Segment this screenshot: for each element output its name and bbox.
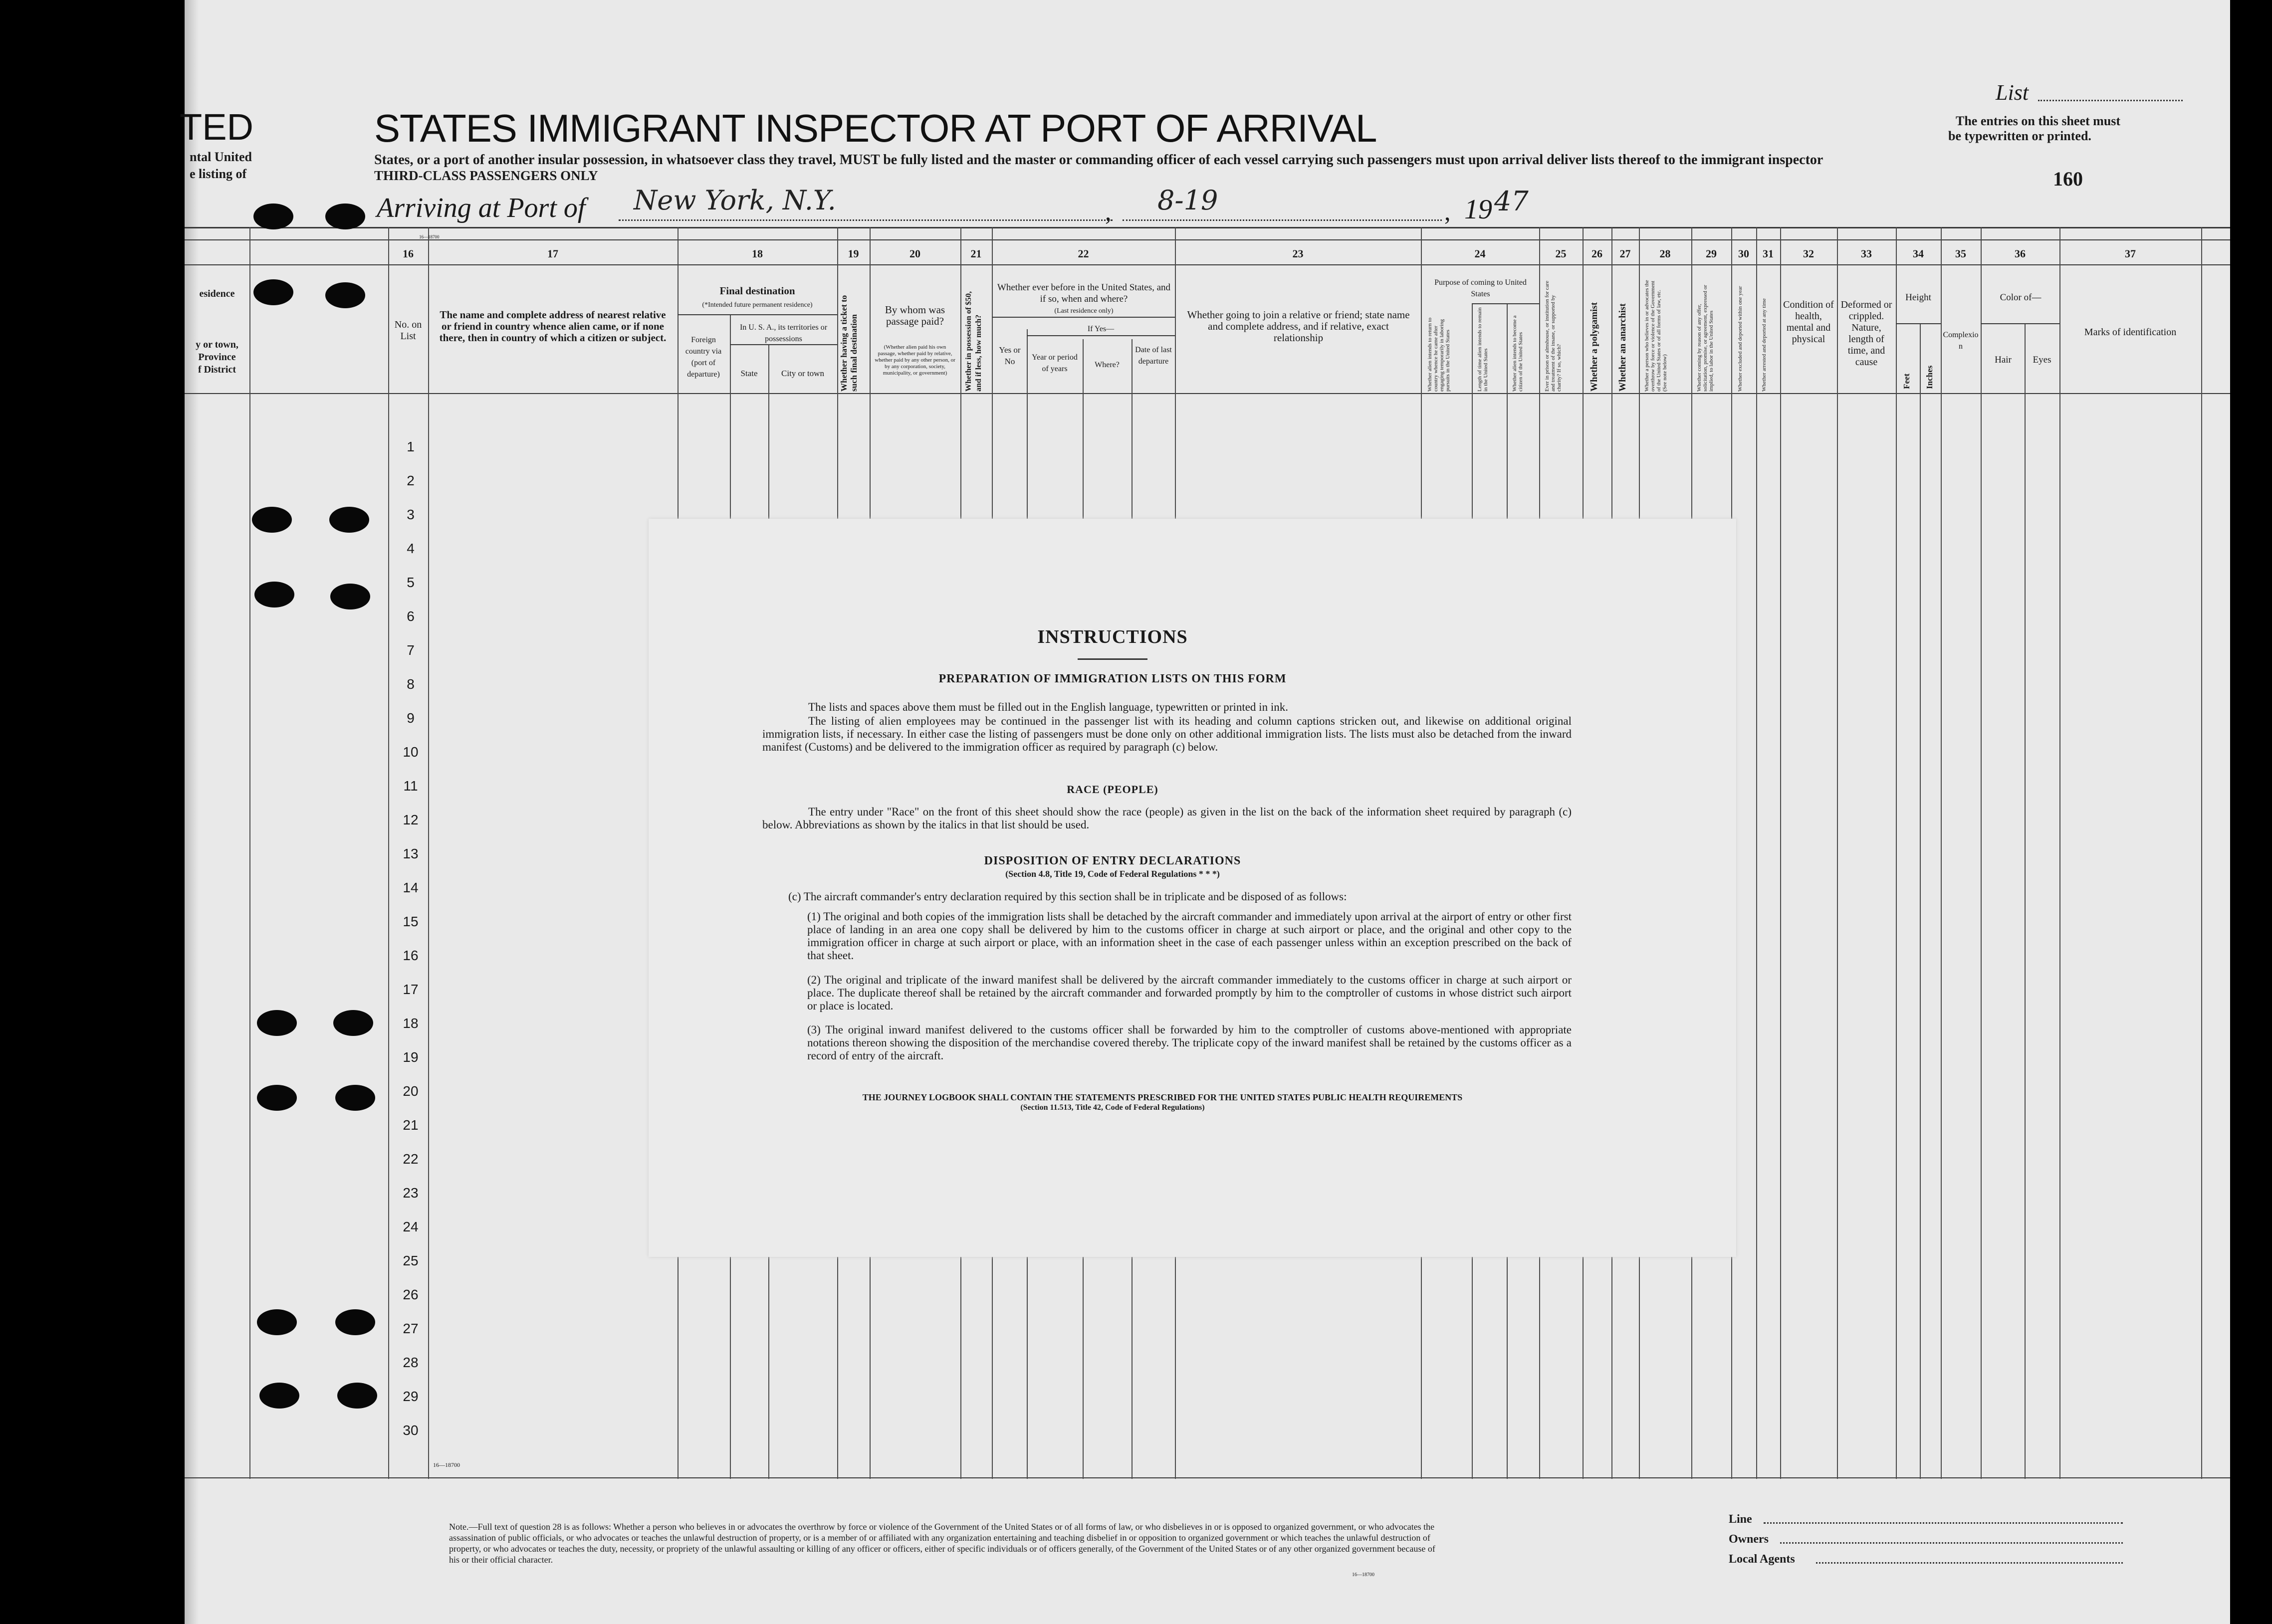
row-number: 10 <box>403 744 419 760</box>
c31-header: Whether arrested and deported at any time <box>1761 298 1767 392</box>
instructions-heading-4-sub: (Section 11.513, Title 42, Code of Federal Regulations) <box>1020 1103 1205 1112</box>
colnum-16: 16 <box>403 247 414 260</box>
row-number: 17 <box>403 982 419 997</box>
table-bottom-rule <box>185 1477 2230 1478</box>
c29-header: Whether coming by reason of any offer, solicitation, promise, or agreement, expressed or implied, to labor in the United States <box>1696 285 1714 392</box>
port-line <box>619 219 1113 221</box>
c24-b: Length of time alien intends to remain in the United States <box>1477 307 1489 392</box>
c18-city: City or town <box>781 369 824 378</box>
punch-hole <box>257 1010 297 1036</box>
c18-rule <box>678 314 837 315</box>
punch-hole <box>335 1085 375 1111</box>
header-bottom-rule <box>185 393 2230 394</box>
row-number: 5 <box>407 575 415 590</box>
colnum-21: 21 <box>970 247 982 260</box>
c18-state: State <box>740 369 758 378</box>
colnum-34: 34 <box>1913 247 1924 260</box>
colnum-17: 17 <box>547 247 558 260</box>
colnum-25: 25 <box>1555 247 1567 260</box>
c25-header: Ever in prison or almshouse, or institution for care and treatment of the insane, or supported by charity? If so, which? <box>1544 280 1562 392</box>
col-divider <box>1780 227 1781 1479</box>
row-number: 27 <box>403 1321 419 1336</box>
comma-2: , <box>1444 198 1451 225</box>
instructions-p6: (2) The original and triplicate of the inward manifest shall be delivered by the aircraft commander immediately to the customs officer in charge at such airport or place. The duplicate thereof shall be retained by the aircraft commander and forwarded promptly by him to the comptroller of customs in whose district such airport or place is located. <box>807 974 1572 1012</box>
instructions-heading-4: THE JOURNEY LOGBOOK SHALL CONTAIN THE STATEMENTS PRESCRIBED FOR THE UNITED STATES PUBLIC HEALTH REQUIREMENTS <box>862 1092 1463 1102</box>
row-number: 19 <box>403 1049 419 1065</box>
c24-a: Whether alien intends to return to country whence he came after engaging temporarily in laboring pursuits in the United States <box>1427 317 1451 392</box>
colnum-28: 28 <box>1659 247 1671 260</box>
page-number: 160 <box>2053 168 2083 190</box>
table-top-rule <box>185 227 2230 228</box>
punch-hole <box>337 1383 377 1409</box>
date-line <box>1123 219 1442 221</box>
form-code-bottom: 16—18700 <box>433 1461 460 1468</box>
c36-rule <box>1981 323 2059 324</box>
table-rule-2 <box>185 239 2230 240</box>
owners-label: Owners <box>1729 1533 1769 1546</box>
colnum-24: 24 <box>1474 247 1486 260</box>
c36-title: Color of— <box>2000 292 2042 303</box>
colnum-30: 30 <box>1738 247 1749 260</box>
row-number: 2 <box>407 473 415 488</box>
colnum-23: 23 <box>1292 247 1304 260</box>
punch-hole <box>257 1309 297 1335</box>
col-divider <box>249 227 250 1479</box>
instructions-heading-3-sub: (Section 4.8, Title 19, Code of Federal Regulations * * *) <box>1005 869 1220 879</box>
row-number: 11 <box>403 778 418 794</box>
year-prefix: 19 <box>1464 194 1492 225</box>
district-header: f District <box>198 364 236 375</box>
left-cut-line-1: ntal United <box>190 150 252 164</box>
owners-field <box>1780 1542 2123 1544</box>
list-line <box>2038 100 2183 101</box>
residence-header: esidence <box>199 288 235 299</box>
colnum-29: 29 <box>1706 247 1717 260</box>
col-divider <box>2059 227 2060 1479</box>
c27-header: Whether an anarchist <box>1617 303 1628 392</box>
year-handwritten: 47 <box>1494 186 1529 217</box>
punch-hole <box>253 279 293 305</box>
c18-foreign: Foreign country via (port of departure) <box>685 336 722 379</box>
punch-hole <box>325 282 365 308</box>
date-handwritten: 8-19 <box>1157 185 1218 216</box>
c36-eyes: Eyes <box>2033 355 2051 365</box>
c32-header: Condition of health, mental and physical <box>1783 299 1834 345</box>
row-number: 4 <box>407 541 415 556</box>
c17-header: The name and complete address of nearest relative or friend in country whence alien came, or if none there, then in country of which a citizen or subject. <box>439 309 667 344</box>
punch-hole <box>325 203 365 229</box>
province-header: Province <box>198 352 236 363</box>
left-cut-line-2: e listing of <box>190 167 247 181</box>
c22-where: Where? <box>1095 361 1120 369</box>
punch-hole <box>330 584 370 609</box>
instructions-heading-2: RACE (PEOPLE) <box>1067 783 1158 796</box>
c22-note: (Last residence only) <box>1054 307 1114 315</box>
punch-hole <box>333 1010 373 1036</box>
row-number: 12 <box>403 812 419 827</box>
title-left-fragment: TED <box>180 106 253 148</box>
colnum-20: 20 <box>909 247 920 260</box>
c34-rule <box>1896 323 1941 324</box>
col-divider <box>1837 227 1838 1479</box>
form-code-top: 16—18700 <box>419 234 440 239</box>
row-number: 7 <box>407 642 415 658</box>
row-number: 25 <box>403 1253 419 1268</box>
c18-us: In U. S. A., its territories or possessions <box>739 323 828 343</box>
instructions-p4: (c) The aircraft commander's entry declaration required by this section shall be in triplicate and be disposed of as follows: <box>788 890 1347 903</box>
punch-hole <box>253 203 293 229</box>
c22-ifyes: If Yes— <box>1087 325 1115 333</box>
row-number: 6 <box>407 609 415 624</box>
c33-header: Deformed or crippled. Nature, length of time, and cause <box>1840 299 1892 368</box>
c36-hair: Hair <box>1995 355 2012 365</box>
col-divider <box>1756 227 1757 1479</box>
row-number: 16 <box>403 948 419 963</box>
form-title: STATES IMMIGRANT INSPECTOR AT PORT OF ARRIVAL <box>374 106 1377 150</box>
comma-1: , <box>1105 198 1112 225</box>
colnum-27: 27 <box>1619 247 1631 260</box>
row-number: 22 <box>403 1151 419 1167</box>
c16-header: No. on List <box>394 319 422 342</box>
form-subtitle: States, or a port of another insular possession, in whatsoever class they travel, MUST be fully listed and the master or commanding officer of each vessel carrying such passengers must upon arrival deliver lists thereof to the immigrant inspector <box>374 152 1823 168</box>
c34-inches: Inches <box>1925 365 1934 389</box>
instructions-p1: The lists and spaces above them must be filled out in the English language, typewritten or printed in ink. <box>808 701 1288 713</box>
c22-ifyes-rule <box>1027 335 1175 336</box>
c18-note: (*Intended future permanent residence) <box>702 301 813 309</box>
footer-note: Note.—Full text of question 28 is as follows: Whether a person who believes in or advocates the overthrow by force or violence of the Government of the United States or of all forms of law, or who disbelieves in or is opposed to organized government, or who advocates the assassination of public officials, or who advocates or teaches the unlawful destruction of property, or is a member of or affiliated with any organization entertaining and teaching disbelief in or opposition to organized government or which teaches the unlawful destruction of property, or who advocates or teaches the duty, necessity, or propriety of the unlawful assaulting or killing of any officer or officers, either of specific individuals or of officers generally, of the Government of the United States or of any other organized government because of his or their official character. <box>449 1522 1435 1565</box>
entries-note-1: The entries on this sheet must <box>1956 114 2121 128</box>
row-number: 18 <box>403 1015 419 1031</box>
colnum-37: 37 <box>2125 247 2136 260</box>
punch-hole <box>335 1309 375 1335</box>
city-header: y or town, <box>196 339 238 350</box>
c30-header: Whether excluded and deported within one year <box>1737 286 1743 392</box>
colnum-35: 35 <box>1955 247 1966 260</box>
c20-header: By whom was passage paid? <box>885 304 945 327</box>
line-label: Line <box>1729 1513 1752 1526</box>
c22-rule <box>992 317 1175 318</box>
instructions-heading-1: PREPARATION OF IMMIGRATION LISTS ON THIS FORM <box>938 672 1287 685</box>
c24-c: Whether alien intends to become a citizen of the United States <box>1512 315 1524 392</box>
row-number: 1 <box>407 439 415 454</box>
instructions-title: INSTRUCTIONS <box>1037 626 1188 647</box>
c19-header: Whether having a ticket to such final destination <box>839 295 859 392</box>
c24-rule <box>1472 303 1539 304</box>
c18-us-rule <box>730 344 837 345</box>
punch-hole <box>252 507 292 533</box>
c34-height: Height <box>1905 292 1931 303</box>
colnum-33: 33 <box>1861 247 1872 260</box>
col-divider <box>1896 227 1897 1479</box>
row-number: 21 <box>403 1117 419 1133</box>
page-fold <box>185 0 199 1624</box>
instructions-rule <box>1078 658 1147 660</box>
col-divider <box>1981 227 1982 1479</box>
colnum-22: 22 <box>1078 247 1089 260</box>
row-number: 30 <box>403 1422 419 1438</box>
colnum-18: 18 <box>752 247 763 260</box>
row-number: 8 <box>407 676 415 692</box>
instructions-p7: (3) The original inward manifest delivered to the customs officer shall be forwarded by him to the comptroller of customs above-mentioned with appropriate notations thereon showing the disposition of the merchandise covered thereby. The triplicate copy of the inward manifest shall be retained by the customs officer as a record of entry of the aircraft. <box>807 1023 1572 1062</box>
c20-note: (Whether alien paid his own passage, whether paid by relative, whether paid by any other person, or by any corporation, society, municipality, or government) <box>875 344 955 376</box>
row-number: 29 <box>403 1389 419 1404</box>
row-number: 28 <box>403 1355 419 1370</box>
colnum-36: 36 <box>2015 247 2026 260</box>
line-field <box>1764 1522 2123 1524</box>
agents-field <box>1816 1562 2123 1564</box>
instructions-p5: (1) The original and both copies of the immigration lists shall be detached by the aircraft commander and immediately upon arrival at the airport of entry or other first place of landing in an area one copy shall be delivered by him to the customs officer in charge at such airport or place, and the original and other copy to the immigration officer in charge at such airport or place, with an information sheet in the case of each passenger unless within an exception prescribed on the back of that sheet. <box>807 910 1572 962</box>
c22-yesno: Yes or No <box>999 345 1021 366</box>
c22-title: Whether ever before in the United States, and if so, when and where? <box>997 282 1171 304</box>
c24-title: Purpose of coming to United States <box>1434 278 1527 298</box>
port-handwritten: New York, N.Y. <box>634 185 836 216</box>
row-number: 26 <box>403 1287 419 1302</box>
row-number: 13 <box>403 846 419 861</box>
colnum-19: 19 <box>848 247 859 260</box>
class-line: THIRD-CLASS PASSENGERS ONLY <box>374 168 598 183</box>
row-number: 24 <box>403 1219 419 1234</box>
row-number: 14 <box>403 880 419 895</box>
colnum-26: 26 <box>1591 247 1602 260</box>
colnum-31: 31 <box>1763 247 1774 260</box>
col-divider <box>1920 324 1921 1479</box>
c18-title: Final destination <box>719 285 795 297</box>
col-divider <box>2201 227 2202 1479</box>
instructions-slip <box>649 519 1736 1257</box>
col-divider <box>1941 227 1942 1479</box>
c22-date: Date of last departure <box>1135 346 1172 366</box>
list-label: List <box>1996 80 2029 105</box>
c37-header: Marks of identification <box>2084 327 2177 338</box>
row-number: 23 <box>403 1185 419 1201</box>
row-number: 9 <box>407 710 415 726</box>
punch-hole <box>254 582 294 608</box>
c26-header: Whether a polygamist <box>1589 302 1599 392</box>
instructions-heading-3: DISPOSITION OF ENTRY DECLARATIONS <box>984 854 1241 867</box>
punch-hole <box>329 507 369 533</box>
instructions-p3: The entry under "Race" on the front of this sheet should show the race (people) as given in the list on the back of the information sheet required by paragraph (c) below. Abbreviations as shown by the italics in that list should be used. <box>762 806 1572 831</box>
c35-header: Complexion <box>1943 331 1979 351</box>
punch-hole <box>259 1383 299 1409</box>
c21-header: Whether in possession of $50, and if less, how much? <box>964 291 983 392</box>
c22-period: Year or period of years <box>1032 353 1078 373</box>
c28-header: Whether a person who believes in or advocates the overthrow by force or violence of the Government of the United States or of all forms of law, etc. (See note below) <box>1644 280 1668 392</box>
footer-note-code: 16—18700 <box>1352 1572 1374 1578</box>
entries-note-2: be typewritten or printed. <box>1948 129 2091 143</box>
colnum-32: 32 <box>1803 247 1814 260</box>
punch-hole <box>257 1085 297 1111</box>
row-number: 15 <box>403 914 419 929</box>
col-divider <box>2025 324 2026 1479</box>
colnum-rule <box>185 264 2230 265</box>
agents-label: Local Agents <box>1729 1553 1795 1566</box>
c34-feet: Feet <box>1902 373 1911 389</box>
c23-header: Whether going to join a relative or friend; state name and complete address, and if relative, exact relationship <box>1187 309 1410 344</box>
instructions-p2: The listing of alien employees may be continued in the passenger list with its heading and column captions stricken out, and likewise on additional original immigration lists, if necessary. In either case the listing of passengers must be done only on other additional immigration lists. The lists must also be detached from the inward manifest (Customs) and be delivered to the immigration officer as required by paragraph (c) below. <box>762 715 1572 753</box>
row-number: 20 <box>403 1083 419 1099</box>
row-number: 3 <box>407 507 415 522</box>
arriving-label: Arriving at Port of <box>377 193 586 223</box>
